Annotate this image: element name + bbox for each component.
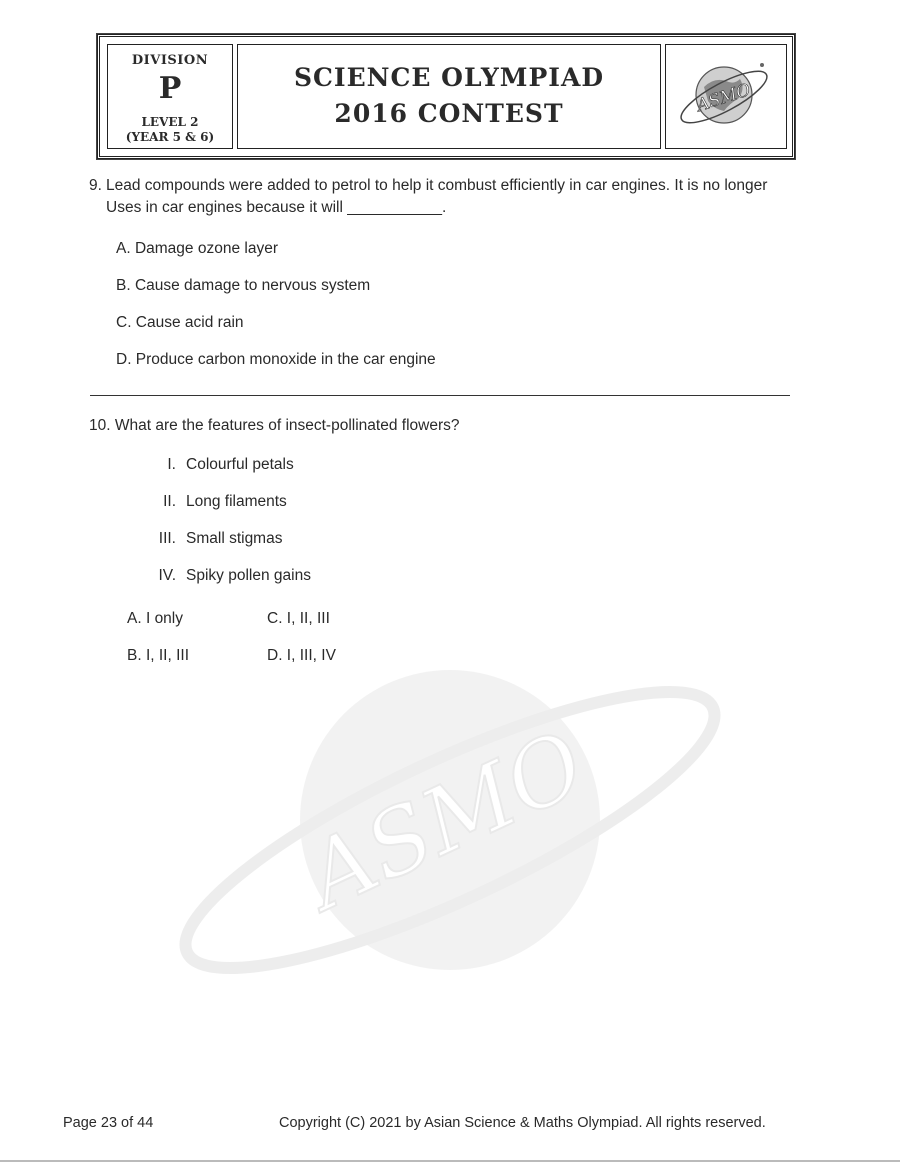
logo-cell [665,44,787,149]
statement-roman: IV. [158,567,176,584]
question-9-number: 9. [89,177,102,194]
svg-text:ASMO: ASMO [694,79,754,117]
statement-text: Small stigmas [186,530,283,547]
statement-item [158,530,283,548]
title-cell [237,44,661,149]
contest-subtitle: 2016 CONTEST [334,99,564,128]
option-c[interactable]: C. Cause acid rain [116,314,244,331]
contest-title: SCIENCE OLYMPIAD [293,63,605,92]
statement-roman: III. [158,530,176,547]
copyright-notice: Copyright (C) 2021 by Asian Science & Maths Olympiad. All rights reserved. [279,1115,766,1131]
scan-edge [0,1160,900,1162]
answer-b[interactable]: B. I, II, III [127,647,190,664]
statement-text: Colourful petals [186,456,294,473]
statement-roman: II. [163,493,176,510]
answer-a[interactable]: A. I only [127,610,183,627]
answer-c[interactable]: C. I, II, III [267,610,330,627]
option-b[interactable]: B. Cause damage to nervous system [116,277,371,294]
question-9 [89,175,789,219]
option-a[interactable]: A. Damage ozone layer [116,240,278,257]
question-9-text: Lead compounds were added to petrol to help it combust efficiently in car engines. It is no longer Uses in car engines because it will ___________. [106,177,768,216]
division-letter: P [158,71,182,106]
contest-header [97,34,795,159]
level-label: LEVEL 2 [141,115,199,129]
division-cell [107,44,233,149]
answer-d[interactable]: D. I, III, IV [267,647,336,664]
asmo-watermark-icon [160,660,740,980]
statement-item [158,567,311,585]
division-label: DIVISION [131,53,209,68]
statement-roman: I. [167,456,176,473]
year-label: (YEAR 5 & 6) [125,130,215,144]
question-10-text: 10. What are the features of insect-pollinated flowers? [89,417,460,434]
asmo-logo-icon [674,51,778,139]
page-number: Page 23 of 44 [63,1115,154,1131]
statement-text: Spiky pollen gains [186,567,311,584]
section-divider [90,395,790,396]
svg-text:ASMO: ASMO [290,711,601,930]
option-d[interactable]: D. Produce carbon monoxide in the car engine [116,351,436,368]
statement-item [163,493,287,511]
statement-item [167,456,294,474]
statement-text: Long filaments [186,493,287,510]
